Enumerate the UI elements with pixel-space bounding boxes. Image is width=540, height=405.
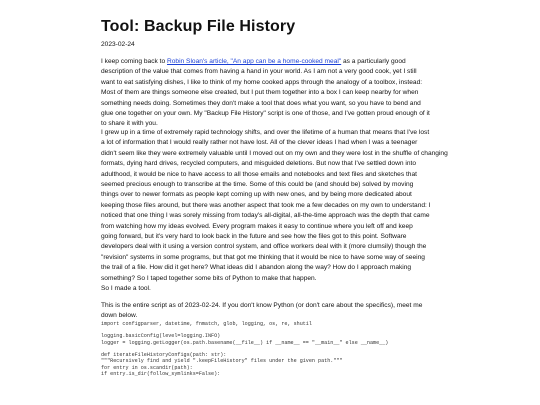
story-line: formats, dying hard drives, recycled computers, and misguided deletions. But now that I've settled down into <box>101 160 416 168</box>
story-line: "revision" systems in some programs, but that got me thinking that it would be nice to have some way of seeing <box>101 253 425 261</box>
story-line: noticed that one thing I was sorely missing from today's all-digital, all-the-time approach was the depth that came <box>101 212 430 220</box>
code-line: logging.basicConfig(level=logging.INFO) <box>101 333 221 340</box>
intro-line <box>101 57 430 67</box>
story-line: things over to newer formats as people kept coming up with new ones, and by being more dedicated about <box>101 191 412 199</box>
intro-line: glue one together on your own. My "Backup File History" script is one of those, and I've gotten proud enough of it <box>101 110 430 118</box>
script-intro-line: down below. <box>101 312 138 320</box>
story-line: seemed precious enough to transcribe at the time. Some of this could be (and should be) solved by moving <box>101 181 414 189</box>
story-line: developers deal with it using a version control system, and office workers deal with it (more clumsily) though the <box>101 243 427 251</box>
script-intro-paragraph <box>101 301 422 322</box>
intro-paragraph <box>101 57 430 130</box>
script-intro-line: This is the entire script as of 2023-02-24. If you don't know Python (or don't care about the specifics), meet me <box>101 302 423 309</box>
article-link[interactable]: Robin Sloan's article, "An app can be a home-cooked meal" <box>166 58 342 65</box>
intro-line: to share it with you. <box>101 120 158 128</box>
code-line: logger = logging.getLogger(os.path.basename(__file__) if __name__ == "__main__" else __name__) <box>101 339 389 346</box>
code-line: for entry in os.scandir(path): <box>101 364 193 371</box>
code-line: def iterateFileHistoryConfigs(path: str): <box>101 351 227 358</box>
code-block <box>101 321 388 377</box>
story-paragraph <box>101 128 448 284</box>
code-line: if entry.is_dir(follow_symlinks=False): <box>101 370 221 377</box>
intro-line: description of the value that comes from having a hand in your world. As I am not a very good cook, yet I still <box>101 68 417 76</box>
page-title: Tool: Backup File History <box>101 18 296 35</box>
story-line: something? So I taped together some bits of Python to make that happen. <box>101 274 317 282</box>
story-line: going forward, but it's very hard to look back in the future and see how the files got to this point. Software <box>101 233 407 241</box>
intro-text-pre: I keep coming back to <box>101 58 167 65</box>
post-date: 2023-02-24 <box>101 41 135 48</box>
story-line: adulthood, it would be nice to have access to all those emails and notebooks and text files and sketches that <box>101 170 417 178</box>
code-line: """Recursively find and yield ".keepFileHistory" files under the given path.""" <box>101 358 343 365</box>
story-line: from watching how my ideas evolved. Every program makes it easy to continue where you left off and keep <box>101 222 413 230</box>
intro-line: Most of them are things someone else created, but I put them together into a box I can keep nearby for when <box>101 89 419 97</box>
story-line: didn't seem like they were extremely valuable until I moved out on my own and they were lost in the shuffle of changing <box>101 149 448 157</box>
made-tool-paragraph: So I made a tool. <box>101 285 151 292</box>
intro-line: something needs doing. Sometimes they don't make a tool that does what you want, so you have to bend and <box>101 99 421 107</box>
story-line: the trail of a file. How did it get here? What ideas did I abandon along the way? How do I approach making <box>101 264 412 272</box>
story-line: keeping those files around, but there was another aspect that took me a few decades on my own to understand: I <box>101 201 431 209</box>
code-line: import configparser, datetime, fnmatch, glob, logging, os, re, shutil <box>101 321 312 327</box>
story-line: a lot of information that I would really rather not have lost. All of the clever ideas I had when I was a teenager <box>101 139 418 147</box>
intro-text-post: as a particularly good <box>341 58 406 65</box>
story-line: I grew up in a time of extremely rapid technology shifts, and over the lifetime of a human that means that I've lost <box>101 129 430 136</box>
intro-line: want to eat satisfying dishes, I like to think of my home cooked apps through the analogy of a toolbox, instead: <box>101 78 423 86</box>
